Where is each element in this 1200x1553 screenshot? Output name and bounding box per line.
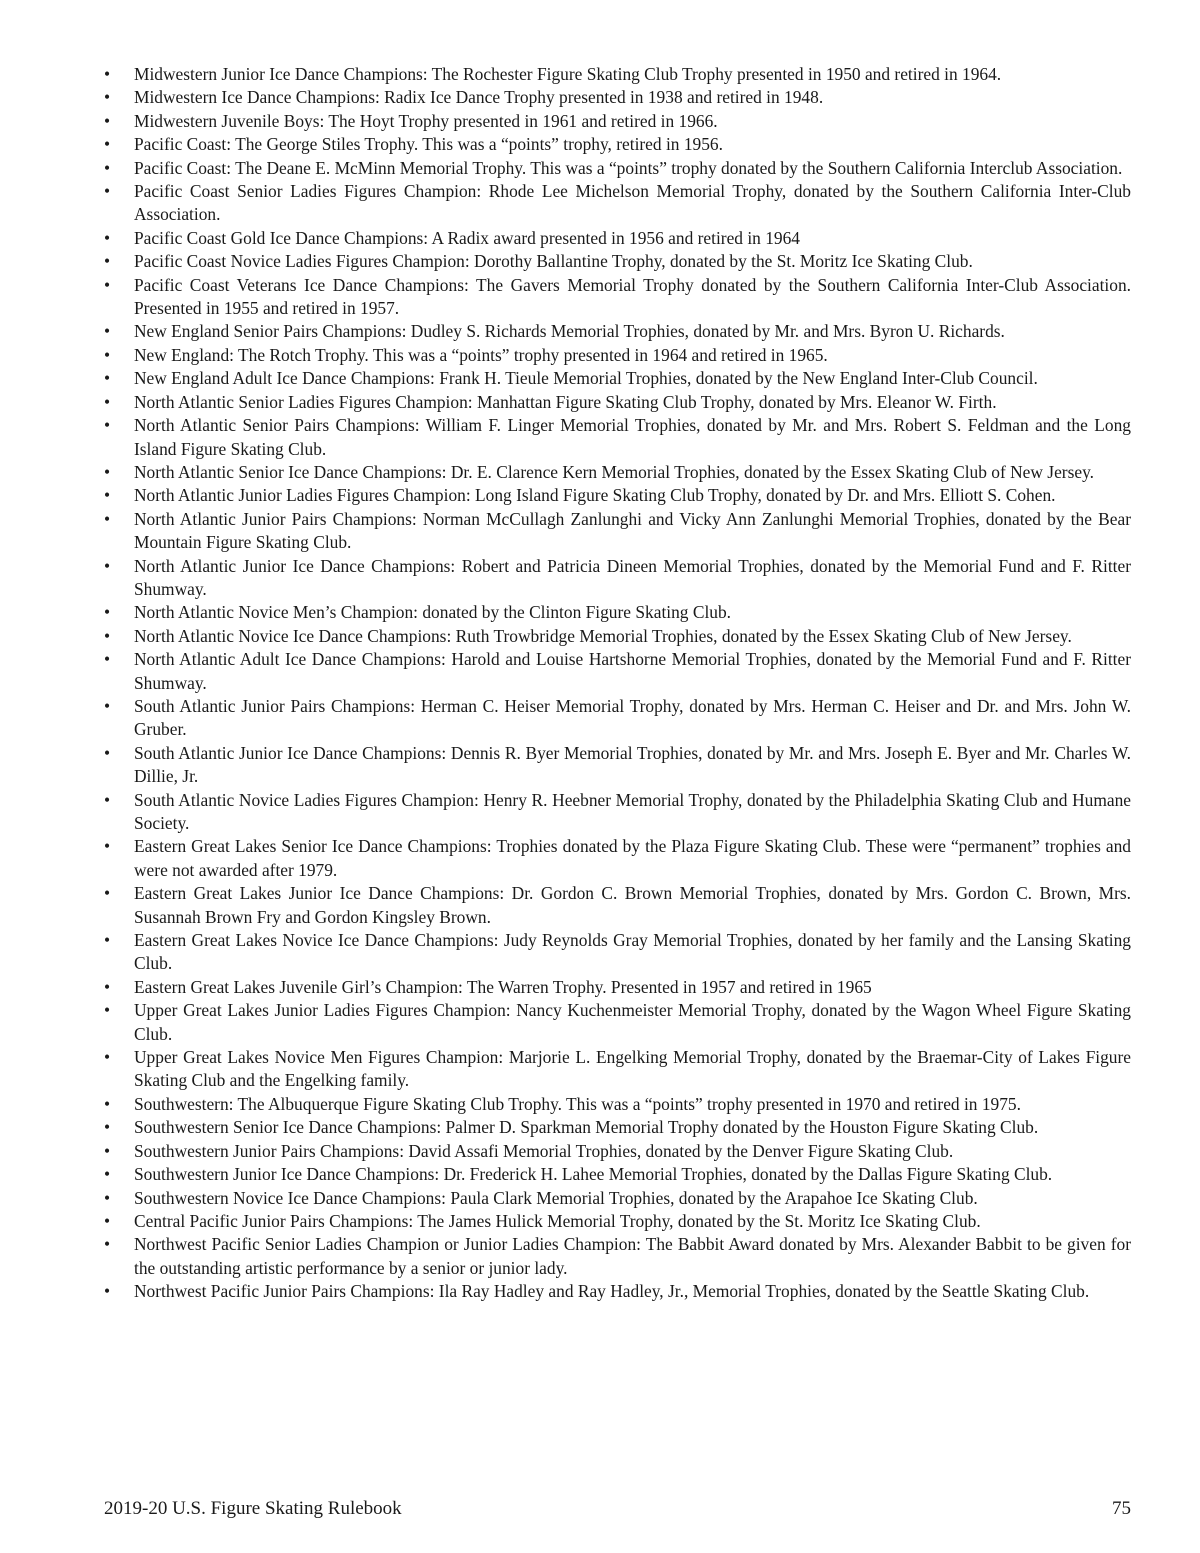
list-item <box>100 1280 1131 1303</box>
list-item-text: Central Pacific Junior Pairs Champions: The James Hulick Memorial Trophy, donated by the St. Moritz Ice Skating Club. <box>134 1210 981 1231</box>
page-footer <box>104 1497 1131 1521</box>
list-item-text: Midwestern Juvenile Boys: The Hoyt Trophy presented in 1961 and retired in 1966. <box>134 110 718 131</box>
bullet-icon: • <box>104 321 111 342</box>
list-item-text: Eastern Great Lakes Junior Ice Dance Champions: Dr. Gordon C. Brown Memorial Trophies, donated by Mrs. Gordon C. Brown, Mrs. Susannah Brown Fry and Gordon Kingsley Brown. <box>134 883 1131 927</box>
list-item <box>100 484 1131 507</box>
list-item <box>100 1187 1131 1210</box>
bullet-icon: • <box>104 344 111 365</box>
list-item-text: Eastern Great Lakes Juvenile Girl’s Champion: The Warren Trophy. Presented in 1957 and retired in 1965 <box>134 976 872 997</box>
list-item <box>100 414 1131 461</box>
list-item <box>100 882 1131 929</box>
list-item-text: North Atlantic Novice Ice Dance Champions: Ruth Trowbridge Memorial Trophies, donated by the Essex Skating Club of New Jersey. <box>134 625 1072 646</box>
bullet-icon: • <box>104 227 111 248</box>
list-item <box>100 835 1131 882</box>
list-item-text: New England Senior Pairs Champions: Dudley S. Richards Memorial Trophies, donated by Mr. and Mrs. Byron U. Richards. <box>134 321 1005 342</box>
bullet-icon: • <box>104 1187 111 1208</box>
list-item <box>100 86 1131 109</box>
list-item <box>100 789 1131 836</box>
bullet-icon: • <box>104 625 111 646</box>
bullet-icon: • <box>104 602 111 623</box>
list-item-text: North Atlantic Senior Pairs Champions: William F. Linger Memorial Trophies, donated by Mr. and Mrs. Robert S. Feldman and the Long Island Figure Skating Club. <box>134 415 1131 459</box>
list-item <box>100 648 1131 695</box>
list-item-text: Upper Great Lakes Novice Men Figures Champion: Marjorie L. Engelking Memorial Trophy, donated by the Braemar-City of Lakes Figure Skating Club and the Engelking family. <box>134 1047 1131 1091</box>
list-item <box>100 461 1131 484</box>
list-item-text: North Atlantic Adult Ice Dance Champions: Harold and Louise Hartshorne Memorial Trophies, donated by the Memorial Fund and F. Ritter Shumway. <box>134 649 1131 693</box>
bullet-icon: • <box>104 251 111 272</box>
list-item <box>100 344 1131 367</box>
list-item <box>100 555 1131 602</box>
list-item <box>100 391 1131 414</box>
bullet-icon: • <box>104 742 111 763</box>
bullet-icon: • <box>104 555 111 576</box>
list-item <box>100 1116 1131 1139</box>
bullet-icon: • <box>104 789 111 810</box>
list-item <box>100 274 1131 321</box>
list-item <box>100 1233 1131 1280</box>
bullet-icon: • <box>104 836 111 857</box>
page-number: 75 <box>1112 1498 1131 1519</box>
bullet-icon: • <box>104 1047 111 1068</box>
list-item-text: New England: The Rotch Trophy. This was a “points” trophy presented in 1964 and retired in 1965. <box>134 344 828 365</box>
bullet-icon: • <box>104 415 111 436</box>
bullet-icon: • <box>104 1210 111 1231</box>
list-item-text: Northwest Pacific Junior Pairs Champions: Ila Ray Hadley and Ray Hadley, Jr., Memorial Trophies, donated by the Seattle Skating Club. <box>134 1281 1090 1302</box>
list-item <box>100 227 1131 250</box>
list-item <box>100 367 1131 390</box>
list-item-text: North Atlantic Novice Men’s Champion: donated by the Clinton Figure Skating Club. <box>134 602 732 623</box>
list-item <box>100 742 1131 789</box>
bullet-icon: • <box>104 1000 111 1021</box>
list-item-text: Pacific Coast: The George Stiles Trophy. This was a “points” trophy, retired in 1956. <box>134 134 723 155</box>
list-item-text: Southwestern Junior Pairs Champions: David Assafi Memorial Trophies, donated by the Denver Figure Skating Club. <box>134 1140 954 1161</box>
list-item-text: Pacific Coast Novice Ladies Figures Champion: Dorothy Ballantine Trophy, donated by the St. Moritz Ice Skating Club. <box>134 251 973 272</box>
bullet-icon: • <box>104 461 111 482</box>
trophy-list <box>100 63 1131 1304</box>
list-item-text: North Atlantic Junior Pairs Champions: Norman McCullagh Zanlunghi and Vicky Ann Zanlunghi Memorial Trophies, donated by the Bear Mountain Figure Skating Club. <box>134 508 1131 553</box>
list-item <box>100 1210 1131 1233</box>
list-item-text: North Atlantic Senior Ladies Figures Champion: Manhattan Figure Skating Club Trophy, donated by Mrs. Eleanor W. Firth. <box>134 391 997 412</box>
list-item <box>100 250 1131 273</box>
list-item-text: Eastern Great Lakes Novice Ice Dance Champions: Judy Reynolds Gray Memorial Trophies, donated by her family and the Lansing Skating Club. <box>134 930 1131 974</box>
bullet-icon: • <box>104 1093 111 1114</box>
list-item <box>100 180 1131 227</box>
bullet-icon: • <box>104 1281 111 1302</box>
bullet-icon: • <box>104 649 111 670</box>
bullet-icon: • <box>104 368 111 389</box>
bullet-icon: • <box>104 1164 111 1185</box>
bullet-icon: • <box>104 976 111 997</box>
list-item-text: North Atlantic Junior Ice Dance Champions: Robert and Patricia Dineen Memorial Trophies, donated by the Memorial Fund and F. Ritter Shumway. <box>134 555 1131 599</box>
bullet-icon: • <box>104 930 111 951</box>
list-item-text: Eastern Great Lakes Senior Ice Dance Champions: Trophies donated by the Plaza Figure Skating Club. These were “permanent” trophies and were not awarded after 1979. <box>134 836 1131 880</box>
list-item-text: New England Adult Ice Dance Champions: Frank H. Tieule Memorial Trophies, donated by the New England Inter-Club Council. <box>134 368 1038 389</box>
bullet-icon: • <box>104 110 111 131</box>
list-item <box>100 601 1131 624</box>
list-item-text: Pacific Coast Veterans Ice Dance Champions: The Gavers Memorial Trophy donated by the Southern California Inter-Club Association. Presented in 1955 and retired in 1957. <box>134 274 1131 319</box>
list-item <box>100 625 1131 648</box>
list-item <box>100 1093 1131 1116</box>
list-item-text: Upper Great Lakes Junior Ladies Figures Champion: Nancy Kuchenmeister Memorial Trophy, donated by the Wagon Wheel Figure Skating Club. <box>134 1000 1131 1044</box>
list-item <box>100 1046 1131 1093</box>
list-item-text: Pacific Coast: The Deane E. McMinn Memorial Trophy. This was a “points” trophy donated by the Southern California Interclub Association. <box>134 157 1123 178</box>
list-item <box>100 976 1131 999</box>
bullet-icon: • <box>104 1140 111 1161</box>
bullet-icon: • <box>104 157 111 178</box>
bullet-icon: • <box>104 274 111 295</box>
bullet-icon: • <box>104 391 111 412</box>
bullet-icon: • <box>104 181 111 202</box>
list-item <box>100 695 1131 742</box>
list-item-text: North Atlantic Senior Ice Dance Champions: Dr. E. Clarence Kern Memorial Trophies, donated by the Essex Skating Club of New Jersey. <box>134 461 1094 482</box>
list-item <box>100 929 1131 976</box>
list-item <box>100 1140 1131 1163</box>
bullet-icon: • <box>104 485 111 506</box>
bullet-icon: • <box>104 1234 111 1255</box>
list-item-text: Pacific Coast Gold Ice Dance Champions: A Radix award presented in 1956 and retired in 1964 <box>134 227 800 248</box>
bullet-icon: • <box>104 695 111 716</box>
list-item-text: South Atlantic Junior Pairs Champions: Herman C. Heiser Memorial Trophy, donated by Mrs. Herman C. Heiser and Dr. and Mrs. John W. Gruber. <box>134 695 1131 740</box>
bullet-icon: • <box>104 87 111 108</box>
bullet-icon: • <box>104 64 111 84</box>
list-item <box>100 133 1131 156</box>
list-item <box>100 110 1131 133</box>
bullet-icon: • <box>104 1117 111 1138</box>
bullet-icon: • <box>104 883 111 904</box>
list-item <box>100 999 1131 1046</box>
footer-title: 2019-20 U.S. Figure Skating Rulebook <box>104 1498 402 1519</box>
list-item <box>100 157 1131 180</box>
bullet-icon: • <box>104 508 111 529</box>
list-item-text: Midwestern Ice Dance Champions: Radix Ice Dance Trophy presented in 1938 and retired in 1948. <box>134 87 824 108</box>
list-item-text: Midwestern Junior Ice Dance Champions: The Rochester Figure Skating Club Trophy presented in 1950 and retired in 1964. <box>134 64 1002 84</box>
list-item-text: South Atlantic Junior Ice Dance Champions: Dennis R. Byer Memorial Trophies, donated by Mr. and Mrs. Joseph E. Byer and Mr. Charles W. Dillie, Jr. <box>134 742 1131 787</box>
list-item <box>100 63 1131 86</box>
list-item <box>100 320 1131 343</box>
list-item <box>100 508 1131 555</box>
list-item-text: Northwest Pacific Senior Ladies Champion or Junior Ladies Champion: The Babbit Award donated by Mrs. Alexander Babbit to be given for the outstanding artistic performance by a senior or junior lady. <box>134 1234 1131 1278</box>
list-item-text: Southwestern Senior Ice Dance Champions: Palmer D. Sparkman Memorial Trophy donated by the Houston Figure Skating Club. <box>134 1117 1039 1138</box>
list-item-text: Southwestern Novice Ice Dance Champions: Paula Clark Memorial Trophies, donated by the Arapahoe Ice Skating Club. <box>134 1187 978 1208</box>
list-item-text: Pacific Coast Senior Ladies Figures Champion: Rhode Lee Michelson Memorial Trophy, donated by the Southern California Inter-Club Association. <box>134 181 1131 225</box>
list-item-text: North Atlantic Junior Ladies Figures Champion: Long Island Figure Skating Club Trophy, donated by Dr. and Mrs. Elliott S. Cohen. <box>134 485 1056 506</box>
list-item-text: South Atlantic Novice Ladies Figures Champion: Henry R. Heebner Memorial Trophy, donated by the Philadelphia Skating Club and Humane Society. <box>134 789 1131 833</box>
list-item-text: Southwestern Junior Ice Dance Champions: Dr. Frederick H. Lahee Memorial Trophies, donated by the Dallas Figure Skating Club. <box>134 1164 1053 1185</box>
bullet-icon: • <box>104 134 111 155</box>
list-item-text: Southwestern: The Albuquerque Figure Skating Club Trophy. This was a “points” trophy presented in 1970 and retired in 1975. <box>134 1093 1021 1114</box>
list-item <box>100 1163 1131 1186</box>
